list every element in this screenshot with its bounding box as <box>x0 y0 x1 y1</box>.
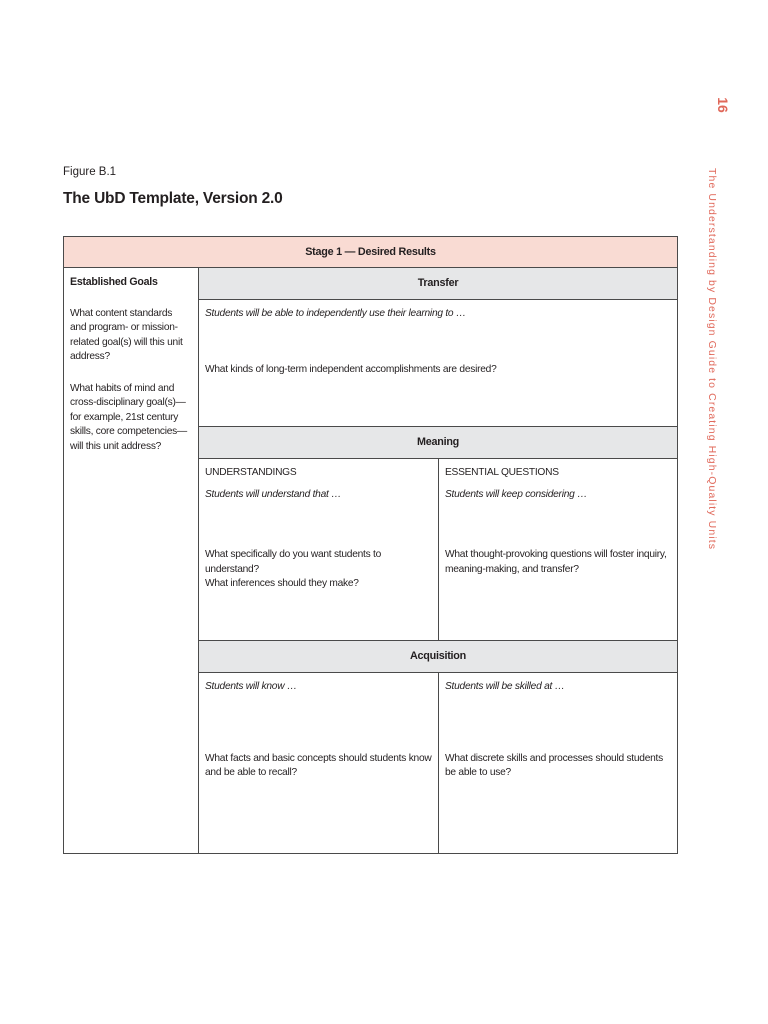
established-goals-question-2: What habits of mind and cross-disciplinary goal(s)—for example, 21st century skills, core competencies—will this unit address? <box>70 382 187 452</box>
established-goals-question-1: What content standards and program- or mission-related goal(s) will this unit address? <box>70 307 183 362</box>
skills-question: What discrete skills and processes should students be able to use? <box>445 752 663 778</box>
book-running-title: The Understanding by Design Guide to Creating High-Quality Units <box>706 168 718 551</box>
acquisition-header: Acquisition <box>198 640 678 673</box>
stage-1-header: Stage 1 — Desired Results <box>63 236 678 268</box>
essential-questions-heading: ESSENTIAL QUESTIONS <box>445 467 559 478</box>
understandings-prompt: Students will understand that … <box>205 488 342 500</box>
knowledge-box <box>198 672 439 854</box>
figure-label: Figure B.1 <box>63 166 117 178</box>
understandings-question-2: What inferences should they make? <box>205 578 359 589</box>
understandings-question-1: What specifically do you want students to understand? <box>205 549 382 575</box>
established-goals-column <box>63 267 199 854</box>
transfer-question: What kinds of long-term independent accomplishments are desired? <box>205 363 497 375</box>
knowledge-prompt: Students will know … <box>205 681 297 692</box>
transfer-header: Transfer <box>198 267 678 300</box>
figure-title: The UbD Template, Version 2.0 <box>63 190 283 207</box>
essential-questions-box <box>438 458 678 641</box>
understandings-box <box>198 458 439 641</box>
essential-questions-prompt: Students will keep considering … <box>445 488 588 500</box>
understandings-heading: UNDERSTANDINGS <box>205 467 297 478</box>
transfer-box <box>198 299 678 427</box>
skills-prompt: Students will be skilled at … <box>445 681 565 692</box>
essential-questions-question: What thought-provoking questions will foster inquiry, meaning-making, and transfer? <box>445 549 667 575</box>
transfer-prompt: Students will be able to independently use their learning to … <box>205 308 466 319</box>
page-number: 16 <box>715 97 731 113</box>
knowledge-question: What facts and basic concepts should students know and be able to recall? <box>205 752 432 778</box>
ubd-template-table <box>63 236 678 854</box>
established-goals-heading: Established Goals <box>70 276 158 288</box>
meaning-header: Meaning <box>198 426 678 459</box>
skills-box <box>438 672 678 854</box>
